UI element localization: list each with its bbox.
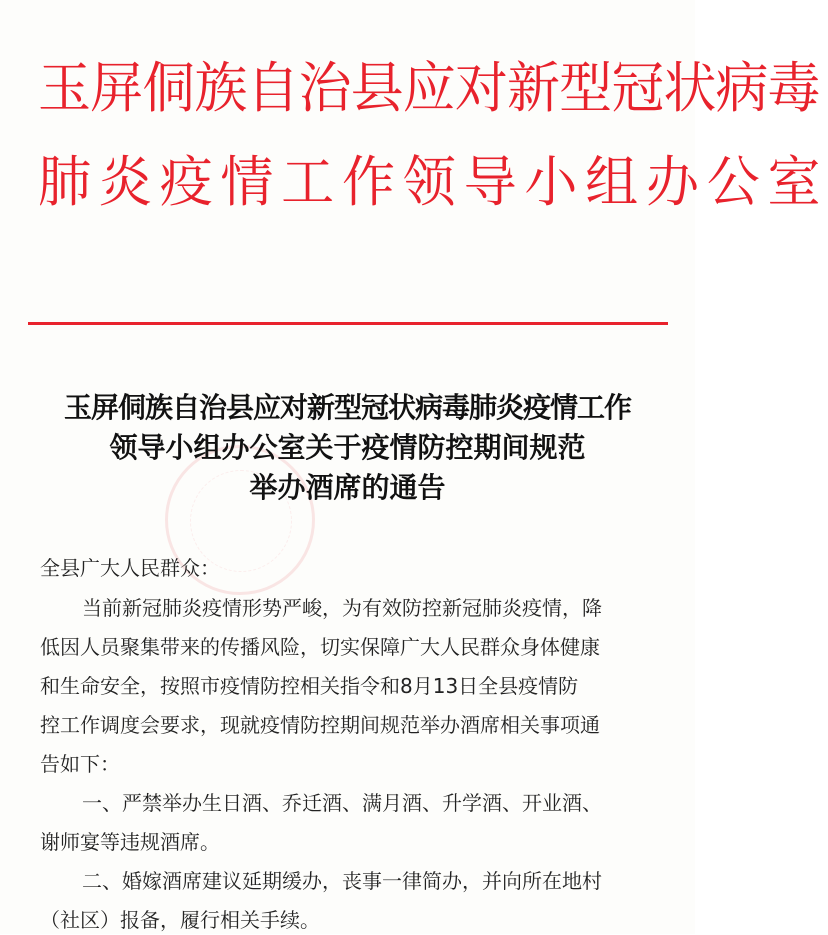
document-title-line-3: 举办酒席的通告 [249,471,446,504]
body-line: 和生命安全，按照市疫情防控相关指令和8月13日全县疫情防 [40,674,579,698]
body-line: 二、婚嫁酒席建议延期缓办，丧事一律简办，并向所在地村 [82,869,602,893]
body-line: 谢师宴等违规酒席。 [40,830,220,854]
body-line: 低因人员聚集带来的传播风险，切实保障广大人民群众身体健康 [40,635,600,659]
body-line: 控工作调度会要求，现就疫情防控期间规范举办酒席相关事项通 [40,713,600,737]
body-line: 当前新冠肺炎疫情形势严峻，为有效防控新冠肺炎疫情，降 [82,596,602,620]
masthead-line-2: 肺炎疫情工作领导小组办公室 [38,150,828,214]
document-title-line-1: 玉屏侗族自治县应对新型冠状病毒肺炎疫情工作 [63,391,631,424]
body-line: 告如下： [40,752,120,776]
red-divider-rule [28,322,668,325]
masthead-line-1: 玉屏侗族自治县应对新型冠状病毒 [38,56,820,120]
salutation: 全县广大人民群众： [40,556,220,580]
body-line: 一、严禁举办生日酒、乔迁酒、满月酒、升学酒、开业酒、 [82,791,602,815]
document-title-line-2: 领导小组办公室关于疫情防控期间规范 [109,431,586,464]
body-line: （社区）报备，履行相关手续。 [40,908,320,932]
